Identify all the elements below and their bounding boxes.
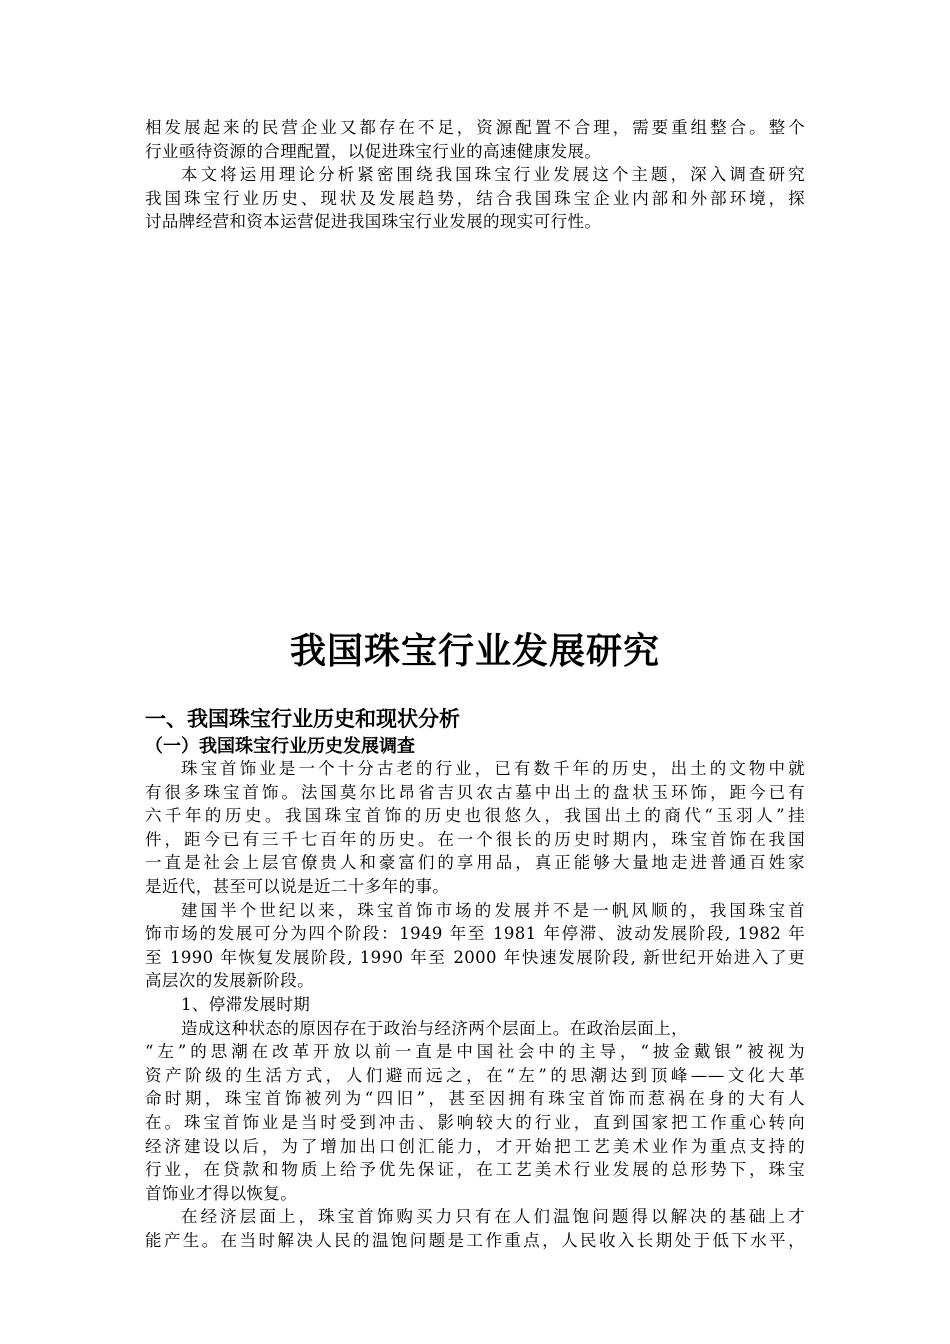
paragraph-line: “左”的思潮在改革开放以前一直是中国社会中的主导，“披金戴银”被视为	[145, 1042, 805, 1062]
paragraph-line: 是近代，甚至可以说是近二十多年的事。	[145, 876, 450, 896]
paragraph-line: 行业，在贷款和物质上给予优先保证，在工艺美术行业发展的总形势下，珠宝	[145, 1160, 805, 1180]
paragraph-line: 讨品牌经营和资本运营促进我国珠宝行业发展的现实可行性。	[145, 212, 602, 232]
list-item-heading: 1、停滞发展时期	[181, 994, 311, 1014]
paragraph-line: 命时期，珠宝首饰被列为“四旧”，甚至因拥有珠宝首饰而惹祸在身的大有人	[145, 1089, 805, 1109]
paragraph-line: 珠宝首饰业是一个十分古老的行业，已有数千年的历史，出土的文物中就	[181, 759, 805, 778]
paragraph-line: 至 1990 年恢复发展阶段, 1990 年至 2000 年快速发展阶段, 新世纪开始进入了更	[145, 947, 805, 967]
paragraph-line: 在经济层面上，珠宝首饰购买力只有在人们温饱问题得以解决的基础上才	[181, 1207, 805, 1227]
paragraph-line: 行业亟待资源的合理配置，以促进珠宝行业的高速健康发展。	[145, 141, 602, 161]
paragraph-line: 一直是社会上层官僚贵人和豪富们的享用品，真正能够大量地走进普通百姓家	[145, 853, 805, 873]
paragraph-line: 在。珠宝首饰业是当时受到冲击、影响较大的行业，直到国家把工作重心转向	[145, 1112, 805, 1132]
paragraph-line: 饰市场的发展可分为四个阶段：1949 年至 1981 年停滞、波动发展阶段, 1982 年	[145, 924, 805, 944]
paragraph-line: 首饰业才得以恢复。	[145, 1183, 298, 1203]
paragraph-line: 我国珠宝行业历史、现状及发展趋势，结合我国珠宝企业内部和外部环境，探	[145, 188, 805, 208]
paragraph-line: 资产阶级的生活方式，人们避而远之，在“左”的思潮达到顶峰——文化大革	[145, 1065, 805, 1085]
paragraph-line: 相发展起来的民营企业又都存在不足，资源配置不合理，需要重组整合。整个	[145, 118, 805, 137]
paragraph-line: 有很多珠宝首饰。法国莫尔比昂省吉贝农古墓中出土的盘状玉环饰，距今已有	[145, 782, 805, 802]
paragraph-line: 本文将运用理论分析紧密围绕我国珠宝行业发展这个主题，深入调查研究	[181, 165, 805, 185]
section-body	[145, 757, 805, 1252]
section-heading: 一、我国珠宝行业历史和现状分析	[145, 707, 460, 731]
paragraph-line: 六千年的历史。我国珠宝首饰的历史也很悠久，我国出土的商代“玉羽人”挂	[145, 806, 805, 826]
paragraph-line: 建国半个世纪以来，珠宝首饰市场的发展并不是一帆风顺的，我国珠宝首	[181, 900, 805, 920]
paragraph-line: 件，距今已有三千七百年的历史。在一个很长的历史时期内，珠宝首饰在我国	[145, 829, 805, 849]
paragraph-line: 高层次的发展新阶段。	[145, 971, 314, 991]
intro-paragraphs	[145, 116, 805, 234]
paragraph-line: 造成这种状态的原因存在于政治与经济两个层面上。在政治层面上，	[181, 1018, 688, 1038]
document-title: 我国珠宝行业发展研究	[289, 631, 660, 672]
paragraph-line: 能产生。在当时解决人民的温饱问题是工作重点，人民收入长期处于低下水平，	[145, 1230, 805, 1250]
paragraph-line: 经济建设以后，为了增加出口创汇能力，才开始把工艺美术业作为重点支持的	[145, 1136, 805, 1156]
subsection-heading: （一）我国珠宝行业历史发展调查	[145, 736, 415, 757]
